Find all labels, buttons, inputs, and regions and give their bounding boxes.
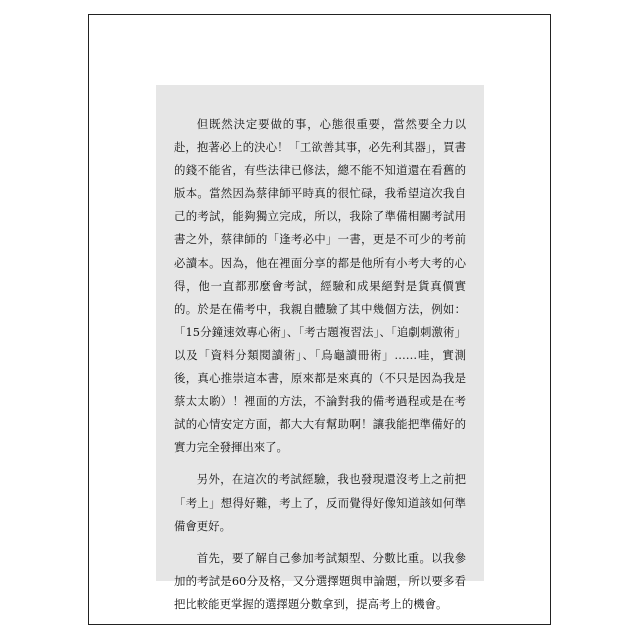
book-page [88,14,551,625]
paragraph-3: 首先，要了解自己參加考試類型、分數比重。以我參加的考試是60分及格，又分選擇題與申論題，所以要多看把比較能更掌握的選擇題分數拿到，提高考上的機會。 [174,550,466,611]
paragraph-2: 另外，在這次的考試經驗，我也發現還沒考上之前把「考上」想得好難，考上了，反而覺得好像知道該如何準備會更好。 [174,472,466,533]
paragraph-1: 但既然決定要做的事，心態很重要，當然要全力以赴，抱著必上的決心！「工欲善其事，必先利其器」，買書的錢不能省，有些法律已修法，總不能不知道還在看舊的版本。當然因為蔡律師平時真的很忙碌，我希望這次我自己的考試，能夠獨立完成，所以，我除了準備相關考試用書之外，蔡律師的「逢考必中」一書，更是不可少的考前必讀本。因為，他在裡面分享的都是他所有小考大考的心得，他一直都那麼會考試，經驗和成果絕對是貨真價實的。於是在備考中，我親自體驗了其中幾個方法，例如：「15分鐘速效專心術」、「考古題複習法」、「追劇刺激術」以及「資料分類閱讀術」、「烏龜讀冊術」……哇，實測後，真心推崇這本書，原來都是來真的（不只是因為我是蔡太太喲）！裡面的方法，不論對我的備考過程或是在考試的心情安定方面，都大大有幫助啊！讓我能把準備好的實力完全發揮出來了。 [174,117,466,455]
text-panel [156,85,484,611]
